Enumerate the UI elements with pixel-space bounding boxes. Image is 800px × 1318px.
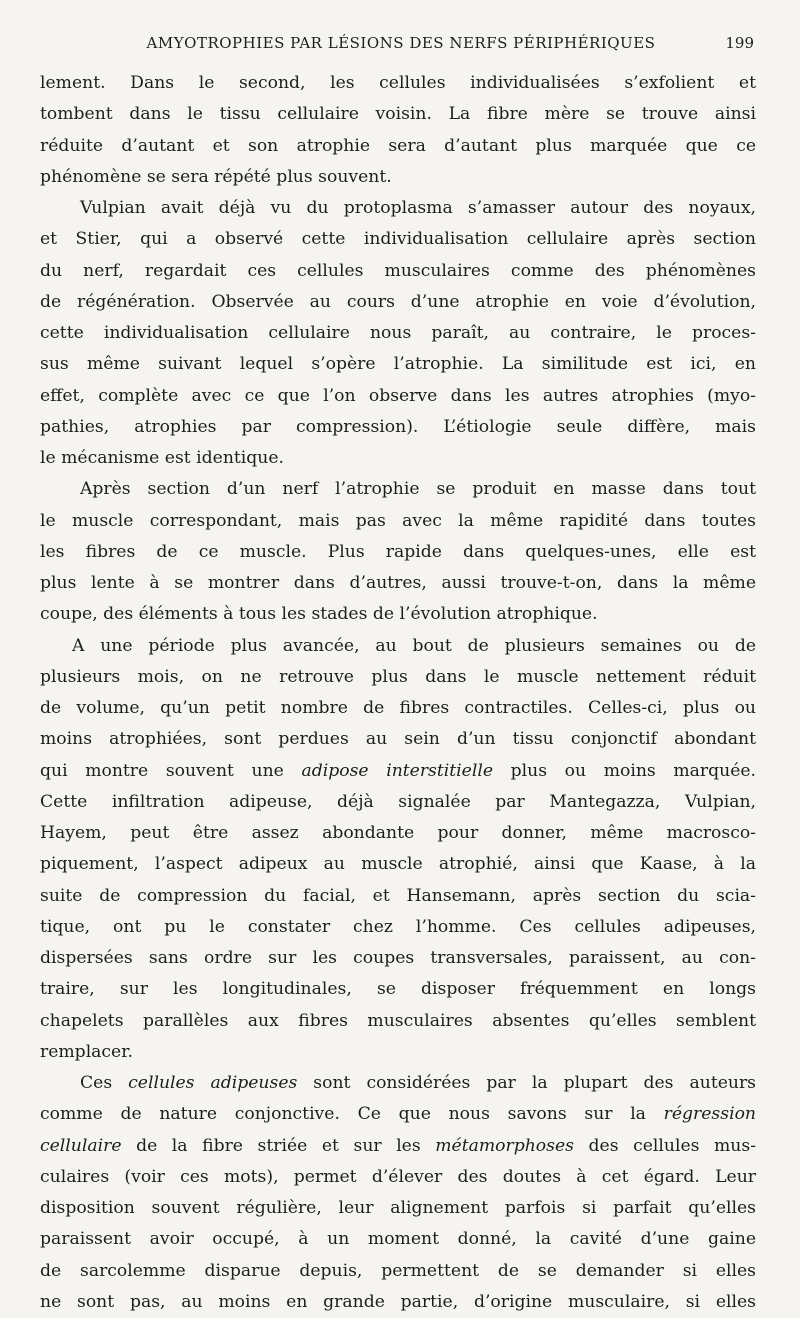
paragraph-start-line: Après section d’un nerf l’atrophie se produit en masse dans tout [80, 479, 756, 500]
text-fragment: qui montre souvent une [40, 760, 302, 781]
emphasis-term: régression [663, 1104, 756, 1125]
text-line: plus lente à se montrer dans d’autres, aussi trouve-t-on, dans la même [40, 573, 756, 593]
emphasis-term: cellules adipeuses [128, 1073, 298, 1093]
text-fragment: de la fibre striée et sur les [121, 1135, 436, 1156]
text-line: ne sont pas, au moins en grande partie, d’origine musculaire, si elles [40, 1291, 756, 1312]
text-line: culaires (voir ces mots), permet d’élever des doutes à cet égard. Leur [40, 1166, 756, 1187]
text-fragment: plus ou moins marquée. [493, 760, 756, 781]
text-line: phénomène se sera répété plus souvent. [40, 166, 392, 187]
text-line-with-emphasis [40, 1131, 756, 1162]
text-line: coupe, des éléments à tous les stades de l’évolution atrophique. [40, 604, 598, 625]
text-line: du nerf, regardait ces cellules musculaires comme des phénomènes [40, 260, 756, 281]
text-line: réduite d’autant et son atrophie sera d’autant plus marquée que ce [40, 135, 756, 156]
text-line: paraissent avoir occupé, à un moment donné, la cavité d’une gaine [40, 1229, 756, 1250]
text-line: pathies, atrophies par compression). L’étiologie seule diffère, mais [40, 416, 756, 437]
text-line: remplacer. [40, 1041, 134, 1062]
text-line: le muscle correspondant, mais pas avec la même rapidité dans toutes [40, 510, 756, 531]
text-line: dispersées sans ordre sur les coupes transversales, paraissent, au con- [40, 948, 756, 968]
text-line: tique, ont pu le constater chez l’homme. Ces cellules adipeuses, [40, 916, 756, 937]
text-line: de régénération. Observée au cours d’une atrophie en voie d’évolution, [40, 291, 756, 312]
text-line: le mécanisme est identique. [40, 448, 285, 468]
text-fragment: Ces [80, 1073, 129, 1093]
text-line-with-emphasis [40, 756, 756, 787]
text-line: plusieurs mois, on ne retrouve plus dans le muscle nettement réduit [40, 666, 756, 687]
text-line: les fibres de ce muscle. Plus rapide dans quelques-unes, elle est [40, 541, 756, 562]
text-line: cette individualisation cellulaire nous paraît, au contraire, le proces- [40, 323, 756, 343]
text-line: sus même suivant lequel s’opère l’atrophie. La similitude est ici, en [40, 354, 756, 375]
paragraph-start-line: A une période plus avancée, au bout de plusieurs semaines ou de [72, 635, 756, 656]
text-line: traire, sur les longitudinales, se disposer fréquemment en longs [40, 979, 756, 1000]
running-title: AMYOTROPHIES PAR LÉSIONS DES NERFS PÉRIPHÉRIQUES [146, 34, 656, 52]
emphasis-term: adipose interstitielle [301, 760, 494, 781]
text-fragment: des cellules mus- [573, 1135, 757, 1156]
text-line: Cette infiltration adipeuse, déjà signalée par Mantegazza, Vulpian, [40, 791, 756, 812]
text-line: effet, complète avec ce que l’on observe dans les autres atrophies (myo- [40, 385, 756, 406]
text-line: piquement, l’aspect adipeux au muscle atrophié, ainsi que Kaase, à la [40, 854, 756, 875]
text-fragment: comme de nature conjonctive. Ce que nous savons sur la [40, 1104, 664, 1125]
text-line: suite de compression du facial, et Hansemann, après section du scia- [40, 885, 756, 906]
page-number: 199 [725, 34, 754, 52]
text-line: et Stier, qui a observé cette individualisation cellulaire après section [40, 229, 756, 250]
text-line: lement. Dans le second, les cellules individualisées s’exfolient et [40, 73, 756, 93]
emphasis-term: métamorphoses [435, 1135, 574, 1156]
paragraph-start-line: Vulpian avait déjà vu du protoplasma s’amasser autour des noyaux, [80, 198, 756, 218]
text-fragment: sont considérées par la plupart des auteurs [297, 1073, 757, 1093]
text-line: de volume, qu’un petit nombre de fibres contractiles. Celles-ci, plus ou [40, 698, 756, 718]
text-line-with-emphasis [40, 1068, 756, 1099]
body-text [40, 68, 756, 1318]
text-line: tombent dans le tissu cellulaire voisin. La fibre mère se trouve ainsi [40, 104, 756, 125]
text-line: de sarcolemme disparue depuis, permettent de se demander si elles [40, 1260, 756, 1281]
emphasis-term: cellulaire [40, 1135, 122, 1156]
text-line: moins atrophiées, sont perdues au sein d’un tissu conjonctif abondant [40, 729, 756, 750]
running-header [40, 34, 762, 56]
text-line-with-emphasis [40, 1099, 756, 1130]
text-line: Hayem, peut être assez abondante pour donner, même macrosco- [40, 823, 756, 843]
text-line: chapelets parallèles aux fibres musculaires absentes qu’elles semblent [40, 1010, 756, 1031]
text-line: disposition souvent régulière, leur alignement parfois si parfait qu’elles [40, 1198, 756, 1218]
